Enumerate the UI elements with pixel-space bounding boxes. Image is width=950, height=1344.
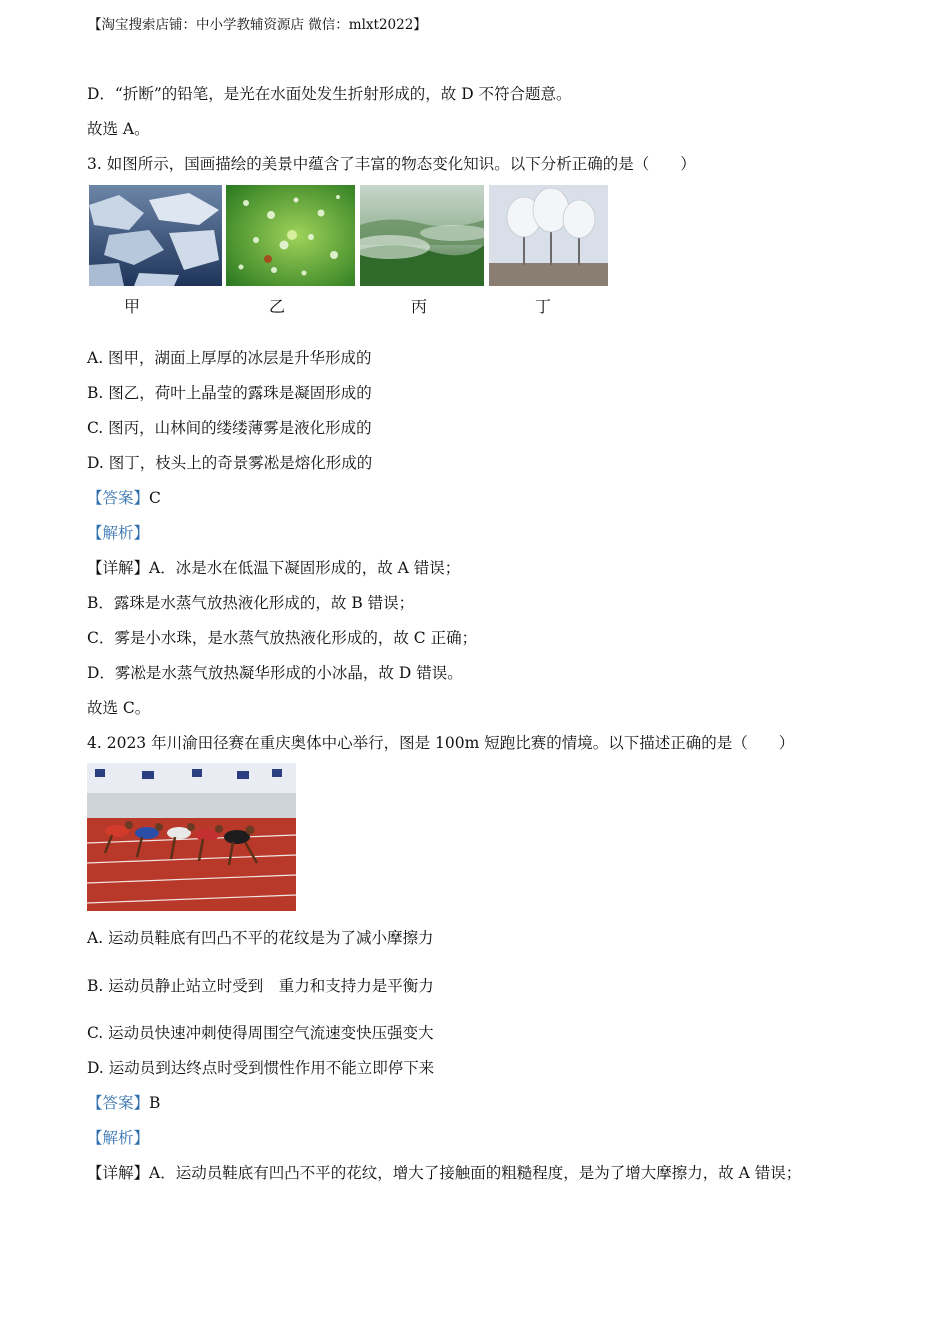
- detail-tag: 【详解】: [87, 559, 150, 577]
- answer-value: B: [149, 1094, 161, 1112]
- q3-option-b: B. 图乙，荷叶上晶莹的露珠是凝固形成的: [87, 384, 372, 402]
- q4-analysis-tag: 【解析】: [87, 1129, 150, 1147]
- q3-caption-yi: 乙: [269, 297, 286, 316]
- q3-image-forest-mist: [360, 185, 484, 286]
- q3-conclusion: 故选 C。: [87, 699, 151, 717]
- q4-option-b: B. 运动员静止站立时受到 重力和支持力是平衡力: [87, 977, 434, 995]
- q4-option-a: A. 运动员鞋底有凹凸不平的花纹是为了减小摩擦力: [87, 929, 434, 947]
- q3-detail-d: D．雾凇是水蒸气放热凝华形成的小冰晶，故 D 错误。: [87, 664, 463, 682]
- answer-tag: 【答案】: [87, 1094, 150, 1112]
- q3-caption-ding: 丁: [535, 297, 552, 316]
- q3-analysis-tag: 【解析】: [87, 524, 150, 542]
- answer-tag: 【答案】: [87, 489, 150, 507]
- detail-text: A．运动员鞋底有凹凸不平的花纹，增大了接触面的粗糙程度，是为了增大摩擦力，故 A 错误；: [149, 1164, 802, 1182]
- q3-image-rime-trees: [489, 185, 608, 286]
- q3-detail-c: C．雾是小水珠，是水蒸气放热液化形成的，故 C 正确；: [87, 629, 478, 647]
- q3-detail-a: [87, 556, 460, 578]
- q3-detail-b: B．露珠是水蒸气放热液化形成的，故 B 错误；: [87, 594, 415, 612]
- q3-stem: 3. 如图所示，国画描绘的美景中蕴含了丰富的物态变化知识。以下分析正确的是（ ）: [87, 155, 696, 173]
- detail-tag: 【详解】: [87, 1164, 150, 1182]
- q4-option-c: C. 运动员快速冲刺使得周围空气流速变快压强变大: [87, 1024, 434, 1042]
- prev-option-d: D．“折断”的铅笔，是光在水面处发生折射形成的，故 D 不符合题意。: [87, 85, 572, 103]
- q4-stem: 4. 2023 年川渝田径赛在重庆奥体中心举行，图是 100m 短跑比赛的情境。以下描述正确的是（ ）: [87, 734, 795, 752]
- q4-option-d: D. 运动员到达终点时受到惯性作用不能立即停下来: [87, 1059, 435, 1077]
- q3-option-d: D. 图丁，枝头上的奇景雾凇是熔化形成的: [87, 454, 373, 472]
- q4-answer: [87, 1091, 160, 1113]
- answer-value: C: [149, 489, 161, 507]
- prev-conclusion: 故选 A。: [87, 120, 150, 138]
- q4-image-sprint-race: [87, 763, 296, 911]
- q4-detail-a: [87, 1161, 801, 1183]
- q3-option-c: C. 图丙，山林间的缕缕薄雾是液化形成的: [87, 419, 372, 437]
- page-header: 【淘宝搜索店铺：中小学教辅资源店 微信：mlxt2022】: [88, 17, 427, 33]
- q3-answer: [87, 486, 161, 508]
- detail-text: A．冰是水在低温下凝固形成的，故 A 错误；: [149, 559, 461, 577]
- q3-caption-jia: 甲: [124, 297, 141, 316]
- q3-image-ice-lake: [89, 185, 222, 286]
- q3-option-a: A. 图甲，湖面上厚厚的冰层是升华形成的: [87, 349, 372, 367]
- q3-caption-bing: 丙: [411, 297, 428, 316]
- q3-image-lotus-dew: [226, 185, 355, 286]
